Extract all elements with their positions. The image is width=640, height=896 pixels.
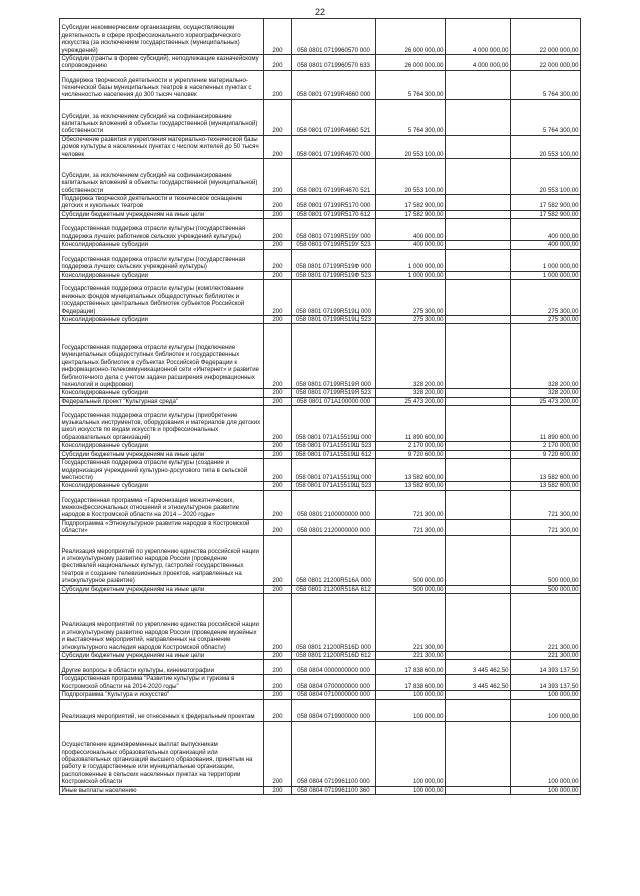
- row-dept-code: 200: [264, 70, 292, 99]
- row-name: Иные выплаты населению: [60, 786, 264, 794]
- row-amount-total: 721 300,00: [511, 519, 581, 535]
- row-classification-code: 058 0804 0719961100 000: [292, 721, 376, 786]
- row-amount-plan: 721 300,00: [376, 519, 446, 535]
- row-amount-total: 13 582 600,00: [511, 482, 581, 490]
- row-dept-code: 200: [264, 442, 292, 450]
- row-amount-plan: 20 553 100,00: [376, 159, 446, 195]
- row-dept-code: 200: [264, 324, 292, 389]
- row-name: Подпрограмма "Культура и искусство": [60, 691, 264, 699]
- row-amount-total: 221 300,00: [511, 651, 581, 659]
- row-amount-plan: 275 300,00: [376, 280, 446, 316]
- row-dept-code: 200: [264, 660, 292, 675]
- row-classification-code: 058 0801 07199R519Ф 523: [292, 271, 376, 279]
- row-dept-code: 200: [264, 19, 292, 55]
- row-name: Государственная поддержка отрасли культуры (государственная поддержка лучших сельских учреждений культуры): [60, 249, 264, 271]
- table-row: [60, 389, 581, 397]
- row-classification-code: 058 0801 2120000000 000: [292, 519, 376, 535]
- row-name: Государственная программа "Развитие культуры и туризма в Костромской области на 2014-2020 годы": [60, 675, 264, 691]
- row-amount-plan: 11 890 600,00: [376, 406, 446, 442]
- row-amount-total: 100 000,00: [511, 699, 581, 721]
- row-classification-code: 058 0801 21200R516D 000: [292, 593, 376, 651]
- row-amount-change: 4 000 000,00: [446, 55, 511, 71]
- row-classification-code: 058 0801 07199R519Ц 523: [292, 316, 376, 324]
- table-row: [60, 535, 581, 585]
- row-classification-code: 058 0801 07199R4660 000: [292, 70, 376, 99]
- row-classification-code: 058 0801 07199R4670 521: [292, 159, 376, 195]
- row-amount-plan: 500 000,00: [376, 585, 446, 593]
- row-amount-total: 22 000 000,00: [511, 55, 581, 71]
- row-classification-code: 058 0801 07199R519У 000: [292, 219, 376, 241]
- row-amount-total: 20 553 100,00: [511, 135, 581, 158]
- row-amount-change: [446, 249, 511, 271]
- table-row: [60, 210, 581, 218]
- table-row: [60, 699, 581, 721]
- row-dept-code: 200: [264, 675, 292, 691]
- row-classification-code: 058 0801 071A15519Щ 523: [292, 482, 376, 490]
- table-row: [60, 397, 581, 405]
- row-amount-change: [446, 585, 511, 593]
- row-amount-plan: 221 300,00: [376, 651, 446, 659]
- row-amount-change: [446, 721, 511, 786]
- row-amount-change: [446, 159, 511, 195]
- row-classification-code: 058 0801 07199R519Ф 000: [292, 249, 376, 271]
- row-classification-code: 058 0801 071A15519Щ 000: [292, 459, 376, 482]
- row-amount-plan: 328 200,00: [376, 324, 446, 389]
- row-dept-code: 200: [264, 459, 292, 482]
- row-amount-plan: 100 000,00: [376, 699, 446, 721]
- row-amount-change: [446, 490, 511, 519]
- row-dept-code: 200: [264, 99, 292, 135]
- row-amount-total: 100 000,00: [511, 721, 581, 786]
- row-amount-change: [446, 389, 511, 397]
- table-row: [60, 55, 581, 71]
- table-row: [60, 249, 581, 271]
- row-amount-change: [446, 651, 511, 659]
- row-amount-total: 5 764 300,00: [511, 99, 581, 135]
- row-amount-plan: 500 000,00: [376, 535, 446, 585]
- row-name: Консолидированные субсидии: [60, 316, 264, 324]
- row-amount-plan: 1 000 000,00: [376, 271, 446, 279]
- row-name: Поддержка творческой деятельности и укрепление материально-технической базы муниципальных театров в населенных пунктах с численностью населения до 300 тысяч человек: [60, 70, 264, 99]
- table-row: [60, 691, 581, 699]
- row-amount-change: [446, 135, 511, 158]
- table-row: [60, 324, 581, 389]
- table-row: [60, 406, 581, 442]
- row-name: Субсидии некоммерческим организациям, осуществляющим деятельность в сфере профессионального хореографического искусства (за исключением государственных (муниципальных) учреждений): [60, 19, 264, 55]
- row-classification-code: 058 0801 07199R4660 521: [292, 99, 376, 135]
- row-classification-code: 058 0801 21200R516А 612: [292, 585, 376, 593]
- row-amount-total: 17 582 900,00: [511, 210, 581, 218]
- row-amount-change: 4 000 000,00: [446, 19, 511, 55]
- row-dept-code: 200: [264, 691, 292, 699]
- row-amount-change: [446, 699, 511, 721]
- row-classification-code: 058 0804 0710000000 000: [292, 691, 376, 699]
- row-name: Субсидии, за исключением субсидий на софинансирование капитальных вложений в объекты государственной (муниципальной) собственности: [60, 159, 264, 195]
- row-amount-change: [446, 450, 511, 458]
- table-row: [60, 519, 581, 535]
- table-row: [60, 271, 581, 279]
- row-name: Консолидированные субсидии: [60, 241, 264, 249]
- table-row: [60, 241, 581, 249]
- row-classification-code: 058 0801 07199R519У 523: [292, 241, 376, 249]
- row-amount-total: 2 170 000,00: [511, 442, 581, 450]
- row-dept-code: 200: [264, 210, 292, 218]
- table-row: [60, 459, 581, 482]
- row-classification-code: 058 0801 071A100000 000: [292, 397, 376, 405]
- table-row: [60, 195, 581, 211]
- row-amount-total: 100 000,00: [511, 691, 581, 699]
- row-classification-code: 058 0804 0719961100 360: [292, 786, 376, 794]
- row-amount-total: 100 000,00: [511, 786, 581, 794]
- row-amount-plan: 17 582 900,00: [376, 210, 446, 218]
- row-amount-change: [446, 271, 511, 279]
- row-name: Поддержка творческой деятельности и техническое оснащение детских и кукольных театров: [60, 195, 264, 211]
- row-amount-change: [446, 397, 511, 405]
- row-amount-plan: 13 582 600,00: [376, 482, 446, 490]
- row-classification-code: 058 0801 071A15519Ш 612: [292, 450, 376, 458]
- row-amount-total: 500 000,00: [511, 535, 581, 585]
- row-amount-plan: 5 764 300,00: [376, 70, 446, 99]
- row-amount-change: [446, 210, 511, 218]
- row-name: Государственная программа «Гармонизация межэтнических, межконфессиональных отношений и этнокультурное развитие народов в Костромской области на 2014 – 2020 годы»: [60, 490, 264, 519]
- table-row: [60, 316, 581, 324]
- table-row: [60, 786, 581, 794]
- row-name: Консолидированные субсидии: [60, 271, 264, 279]
- row-amount-change: [446, 593, 511, 651]
- row-name: Обеспечение развития и укрепления материально-технической базы домов культуры в населенных пунктах с числом жителей до 50 тысяч человек: [60, 135, 264, 158]
- row-name: Субсидии, за исключением субсидий на софинансирование капитальных вложений в объекты государственной (муниципальной) собственности: [60, 99, 264, 135]
- row-amount-plan: 100 000,00: [376, 721, 446, 786]
- row-dept-code: 200: [264, 482, 292, 490]
- row-amount-total: 275 300,00: [511, 316, 581, 324]
- row-amount-total: 25 473 200,00: [511, 397, 581, 405]
- row-name: Осуществление единовременных выплат выпускникам профессиональных образовательных организаций или образовательных организаций высшего образования, принятым на работу в государственные или муниципальные организации, расположенные в сельских населенных пунктах на территории Костромской области: [60, 721, 264, 786]
- row-classification-code: 058 0804 0000000000 000: [292, 660, 376, 675]
- row-name: Консолидированные субсидии: [60, 482, 264, 490]
- table-row: [60, 660, 581, 675]
- row-amount-total: 9 720 600,00: [511, 450, 581, 458]
- table-row: [60, 593, 581, 651]
- row-classification-code: 058 0804 0700000000 000: [292, 675, 376, 691]
- row-classification-code: 058 0801 21200R516D 612: [292, 651, 376, 659]
- row-dept-code: 200: [264, 406, 292, 442]
- table-row: [60, 135, 581, 158]
- row-amount-total: 1 000 000,00: [511, 271, 581, 279]
- row-dept-code: 200: [264, 786, 292, 794]
- row-amount-change: [446, 195, 511, 211]
- row-dept-code: 200: [264, 535, 292, 585]
- row-dept-code: 200: [264, 195, 292, 211]
- row-amount-plan: 2 170 000,00: [376, 442, 446, 450]
- row-name: Реализация мероприятий по укреплению единства российской нации и этнокультурному развитию народов России (проведение фестивалей национальных культур, гастролей государственных театров и создание телевизионных проектов, направленных на этнокультурное развитие): [60, 535, 264, 585]
- row-amount-total: 721 300,00: [511, 490, 581, 519]
- row-amount-change: [446, 442, 511, 450]
- row-amount-total: 221 300,00: [511, 593, 581, 651]
- row-amount-plan: 5 764 300,00: [376, 99, 446, 135]
- row-dept-code: 200: [264, 271, 292, 279]
- row-amount-plan: 17 838 600,00: [376, 660, 446, 675]
- page-number: 22: [314, 7, 325, 17]
- row-amount-plan: 721 300,00: [376, 490, 446, 519]
- budget-table: [59, 18, 581, 795]
- row-amount-change: [446, 482, 511, 490]
- row-name: Государственная поддержка отрасли культуры (комплектование книжных фондов муниципальных общедоступных библиотек и государственных центральных библиотек субъектов Российской Федерации): [60, 280, 264, 316]
- row-amount-change: [446, 219, 511, 241]
- row-classification-code: 058 0801 21200R516А 000: [292, 535, 376, 585]
- row-amount-plan: 9 720 600,00: [376, 450, 446, 458]
- row-amount-total: 17 582 900,00: [511, 195, 581, 211]
- row-name: Консолидированные субсидии: [60, 442, 264, 450]
- table-row: [60, 482, 581, 490]
- row-amount-change: [446, 70, 511, 99]
- row-amount-plan: 17 838 600,00: [376, 675, 446, 691]
- row-dept-code: 200: [264, 651, 292, 659]
- row-amount-total: 275 300,00: [511, 280, 581, 316]
- row-amount-change: [446, 535, 511, 585]
- table-row: [60, 159, 581, 195]
- row-name: Государственная поддержка отрасли культуры (создание и модернизация учреждений культурно-досугового типа в сельской местности): [60, 459, 264, 482]
- row-amount-change: [446, 406, 511, 442]
- row-dept-code: 200: [264, 316, 292, 324]
- row-classification-code: 058 0804 0719900000 000: [292, 699, 376, 721]
- row-classification-code: 058 0801 2100000000 000: [292, 490, 376, 519]
- row-classification-code: 058 0801 07199R519Я 523: [292, 389, 376, 397]
- row-amount-plan: 26 000 000,00: [376, 19, 446, 55]
- row-dept-code: 200: [264, 280, 292, 316]
- row-amount-plan: 400 000,00: [376, 219, 446, 241]
- row-dept-code: 200: [264, 135, 292, 158]
- row-amount-change: [446, 786, 511, 794]
- row-amount-change: [446, 99, 511, 135]
- row-dept-code: 200: [264, 159, 292, 195]
- row-amount-change: [446, 519, 511, 535]
- row-classification-code: 058 0801 071A15519Ш 523: [292, 442, 376, 450]
- row-dept-code: 200: [264, 219, 292, 241]
- row-classification-code: 058 0801 07199R5170 000: [292, 195, 376, 211]
- row-dept-code: 200: [264, 721, 292, 786]
- table-row: [60, 675, 581, 691]
- table-row: [60, 490, 581, 519]
- table-row: [60, 70, 581, 99]
- row-amount-plan: 221 300,00: [376, 593, 446, 651]
- row-name: Реализация мероприятий по укреплению единства российской нации и этнокультурному развитию народов России (проведение музейных и выставочных мероприятий, направленных на сохранение этнокультурного наследия народов Костромской области): [60, 593, 264, 651]
- row-classification-code: 058 0801 07199R4670 000: [292, 135, 376, 158]
- row-amount-total: 328 200,00: [511, 389, 581, 397]
- row-amount-total: 328 200,00: [511, 324, 581, 389]
- row-amount-total: 1 000 000,00: [511, 249, 581, 271]
- row-name: Подпрограмма «Этнокультурное развитие народов в Костромской области»: [60, 519, 264, 535]
- row-amount-change: [446, 241, 511, 249]
- row-dept-code: 200: [264, 585, 292, 593]
- row-amount-total: 14 393 137,50: [511, 660, 581, 675]
- table-row: [60, 450, 581, 458]
- row-amount-plan: 100 000,00: [376, 786, 446, 794]
- table-row: [60, 99, 581, 135]
- row-amount-change: [446, 691, 511, 699]
- row-amount-change: [446, 459, 511, 482]
- row-amount-change: 3 445 462,50: [446, 660, 511, 675]
- row-amount-plan: 400 000,00: [376, 241, 446, 249]
- row-name: Другие вопросы в области культуры, кинематографии: [60, 660, 264, 675]
- row-amount-total: 13 582 600,00: [511, 459, 581, 482]
- row-amount-plan: 26 000 000,00: [376, 55, 446, 71]
- row-name: Консолидированные субсидии: [60, 389, 264, 397]
- table-row: [60, 219, 581, 241]
- row-dept-code: 200: [264, 519, 292, 535]
- row-dept-code: 200: [264, 241, 292, 249]
- table-row: [60, 442, 581, 450]
- table-row: [60, 721, 581, 786]
- row-classification-code: 058 0801 0719960570 000: [292, 19, 376, 55]
- row-amount-change: [446, 280, 511, 316]
- row-dept-code: 200: [264, 249, 292, 271]
- row-dept-code: 200: [264, 389, 292, 397]
- row-name: Субсидии бюджетным учреждениям на иные цели: [60, 450, 264, 458]
- row-name: Субсидии (гранты в форме субсидий), неподлежащие казначейскому сопровождению: [60, 55, 264, 71]
- row-amount-total: 14 393 137,50: [511, 675, 581, 691]
- row-name: Государственная поддержка отрасли культуры (государственная поддержка лучших работников сельских учреждений культуры): [60, 219, 264, 241]
- table-row: [60, 585, 581, 593]
- row-dept-code: 200: [264, 699, 292, 721]
- row-name: Реализация мероприятий, не отнесенных к федеральным проектам: [60, 699, 264, 721]
- row-amount-plan: 100 000,00: [376, 691, 446, 699]
- row-amount-change: [446, 324, 511, 389]
- row-amount-plan: 17 582 900,00: [376, 195, 446, 211]
- row-amount-total: 22 000 000,00: [511, 19, 581, 55]
- row-amount-total: 400 000,00: [511, 241, 581, 249]
- row-dept-code: 200: [264, 450, 292, 458]
- row-classification-code: 058 0801 071A15519Ш 000: [292, 406, 376, 442]
- row-classification-code: 058 0801 0719960570 633: [292, 55, 376, 71]
- row-amount-plan: 328 200,00: [376, 389, 446, 397]
- row-amount-plan: 275 300,00: [376, 316, 446, 324]
- row-dept-code: 200: [264, 490, 292, 519]
- table-row: [60, 280, 581, 316]
- row-dept-code: 200: [264, 593, 292, 651]
- row-amount-total: 5 764 300,00: [511, 70, 581, 99]
- row-dept-code: 200: [264, 55, 292, 71]
- row-classification-code: 058 0801 07199R519Ц 000: [292, 280, 376, 316]
- row-name: Субсидии бюджетным учреждениям на иные цели: [60, 651, 264, 659]
- row-name: Федеральный проект "Культурная среда": [60, 397, 264, 405]
- table-row: [60, 651, 581, 659]
- row-amount-plan: 20 553 100,00: [376, 135, 446, 158]
- row-amount-total: 400 000,00: [511, 219, 581, 241]
- row-classification-code: 058 0801 07199R519Я 000: [292, 324, 376, 389]
- row-amount-change: 3 445 462,50: [446, 675, 511, 691]
- row-name: Субсидии бюджетным учреждениям на иные цели: [60, 585, 264, 593]
- row-amount-plan: 13 582 600,00: [376, 459, 446, 482]
- row-amount-total: 11 890 600,00: [511, 406, 581, 442]
- row-name: Государственная поддержка отрасли культуры (приобретение музыкальных инструментов, оборудования и материалов для детских школ искусств по видам искусств и профессиональных образовательных организаций): [60, 406, 264, 442]
- row-amount-plan: 25 473 200,00: [376, 397, 446, 405]
- row-amount-total: 20 553 100,00: [511, 159, 581, 195]
- row-name: Государственная поддержка отрасли культуры (подключение муниципальных общедоступных библиотек и государственных центральных библиотек в субъектах Российской Федерации к информационно-телекоммуникационной сети «Интернет» и развитие библиотечного дела с учетом задачи расширения информационных технологий и оцифровки): [60, 324, 264, 389]
- row-amount-plan: 1 000 000,00: [376, 249, 446, 271]
- table-row: [60, 19, 581, 55]
- row-name: Субсидии бюджетным учреждениям на иные цели: [60, 210, 264, 218]
- row-classification-code: 058 0801 07199R5170 612: [292, 210, 376, 218]
- row-amount-total: 500 000,00: [511, 585, 581, 593]
- row-amount-change: [446, 316, 511, 324]
- row-dept-code: 200: [264, 397, 292, 405]
